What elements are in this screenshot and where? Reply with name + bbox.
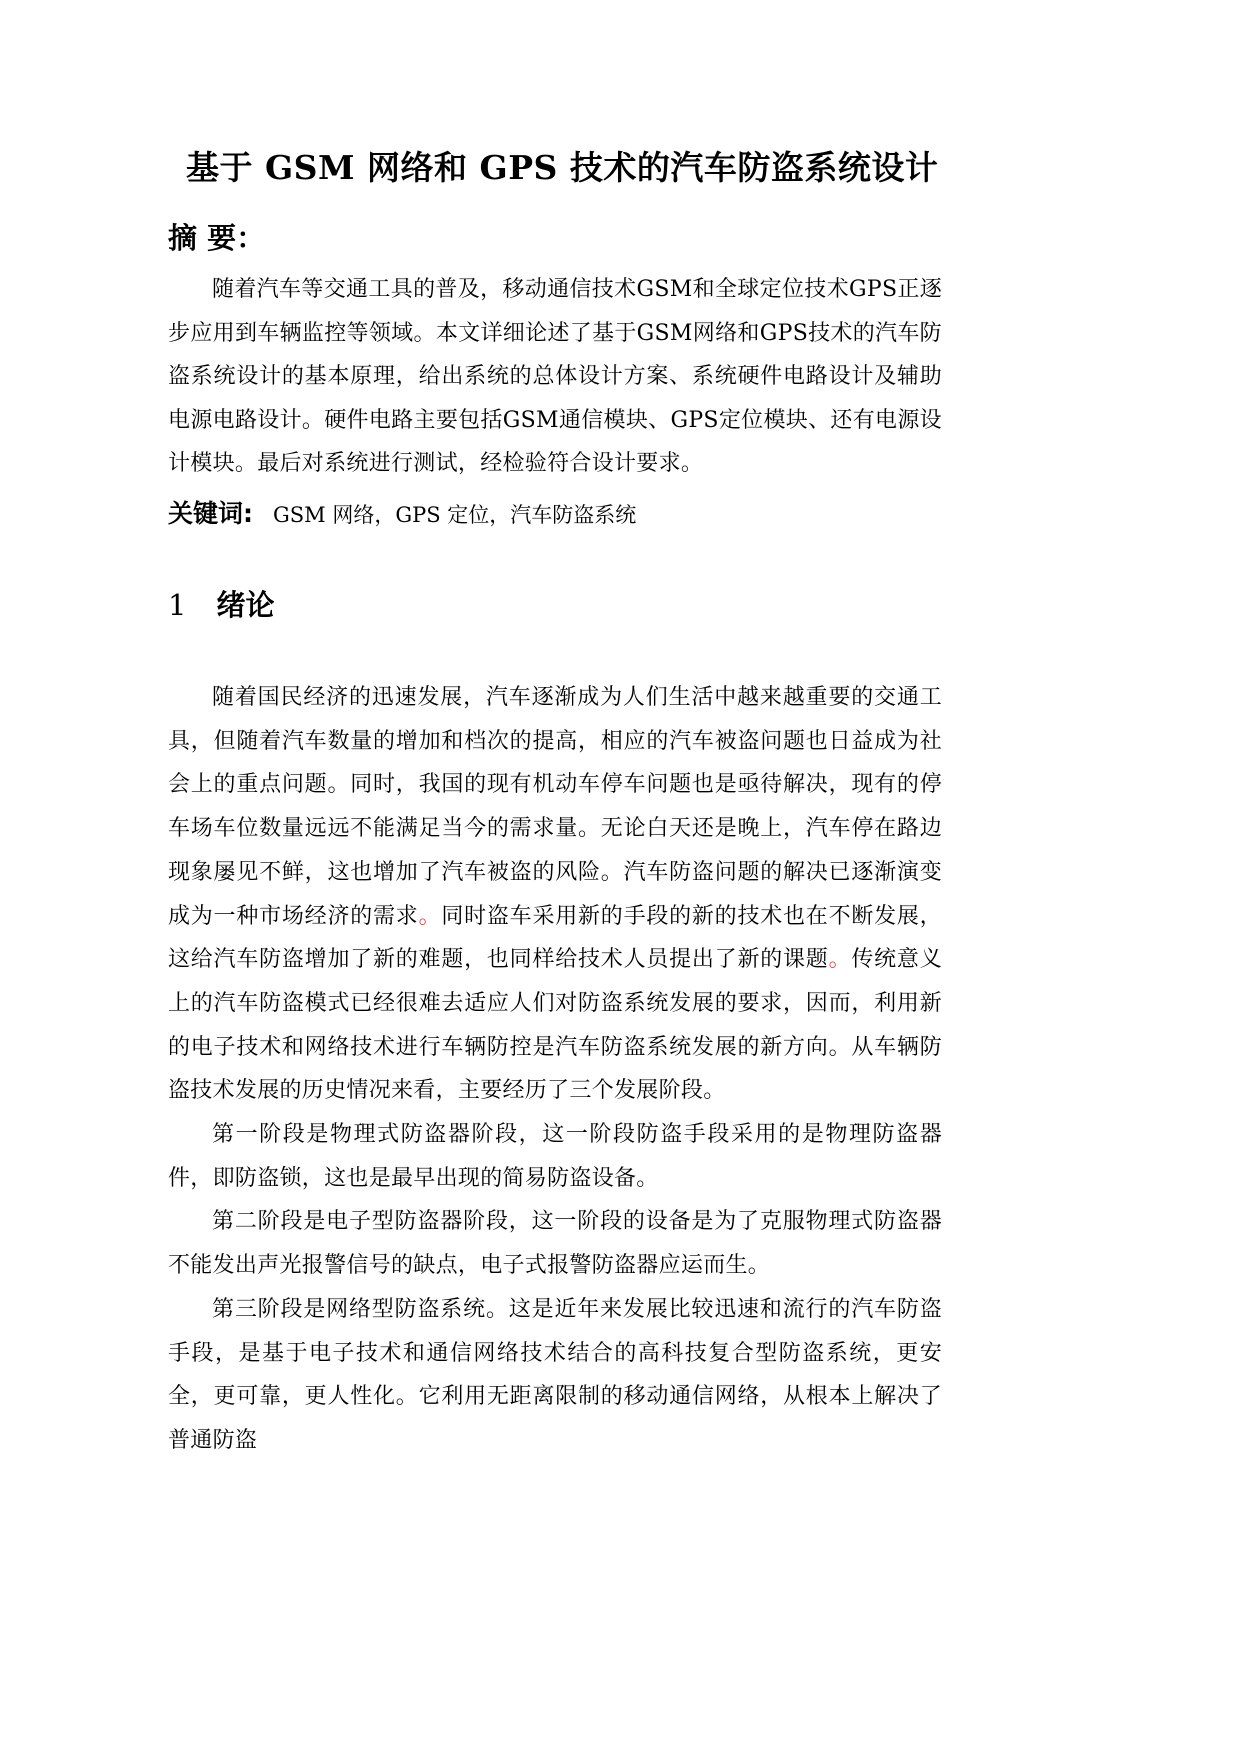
- paragraph-text: 传统意义上的汽车防盗模式已经很难去适应人们对防盗系统发展的要求，因而，利用新的电子技术和网络技术进行车辆防控是汽车防盗系统发展的新方向。从车辆防盗技术发展的历史情况来看，主要经历了三个发展阶段。: [168, 947, 942, 1104]
- abstract-text: 随着汽车等交通工具的普及，移动通信技术GSM和全球定位技术GPS正逐步应用到车辆监控等领域。本文详细论述了基于GSM网络和GPS技术的汽车防盗系统设计的基本原理，给出系统的总体设计方案、系统硬件电路设计及辅助电源电路设计。硬件电路主要包括GSM通信模块、GPS定位模块、还有电源设计模块。最后对系统进行测试，经检验符合设计要求。: [168, 277, 942, 476]
- keywords-value: GSM 网络，GPS 定位，汽车防盗系统: [273, 503, 637, 527]
- document-title: 基于 GSM 网络和 GPS 技术的汽车防盗系统设计: [186, 148, 939, 187]
- body-paragraph: 第二阶段是电子型防盗器阶段，这一阶段的设备是为了克服物理式防盗器不能发出声光报警信号的缺点，电子式报警防盗器应运而生。: [168, 1209, 942, 1279]
- body-paragraph: 第三阶段是网络型防盗系统。这是近年来发展比较迅速和流行的汽车防盗手段，是基于电子技术和通信网络技术结合的高科技复合型防盗系统，更安全，更可靠，更人性化。它利用无距离限制的移动通信网络，从根本上解决了普通防盗: [168, 1296, 942, 1453]
- section-title: 绪论: [216, 588, 275, 622]
- keywords-line: [168, 494, 636, 537]
- highlighted-mark: 。: [418, 903, 442, 929]
- paragraph-text: 随着国民经济的迅速发展，汽车逐渐成为人们生活中越来越重要的交通工具，但随着汽车数量的增加和档次的提高，相应的汽车被盗问题也日益成为社会上的重点问题。同时，我国的现有机动车停车问题也是亟待解决，现有的停车场车位数量远远不能满足当今的需求量。无论白天还是晚上，汽车停在路边现象屡见不鲜，这也增加了汽车被盗的风险。汽车防盗问题的解决已逐渐演变成为一种市场经济的需求: [168, 685, 942, 929]
- body-paragraph: 第一阶段是物理式防盗器阶段，这一阶段防盗手段采用的是物理防盗器件，即防盗锁，这也是最早出现的简易防盗设备。: [168, 1122, 942, 1191]
- highlighted-mark: 。: [828, 947, 852, 973]
- body-paragraph: [168, 676, 942, 1113]
- section-body: [168, 676, 942, 1463]
- abstract-heading: 摘 要：: [168, 221, 266, 255]
- paragraph-text: 同时盗车采用新的手段的新的技术也在不断发展，这给汽车防盗增加了新的难题，也同样给技术人员提出了新的课题: [168, 903, 942, 973]
- keywords-label: 关键词:: [168, 499, 253, 528]
- section-number: 1: [168, 588, 187, 622]
- section-heading: [168, 583, 274, 627]
